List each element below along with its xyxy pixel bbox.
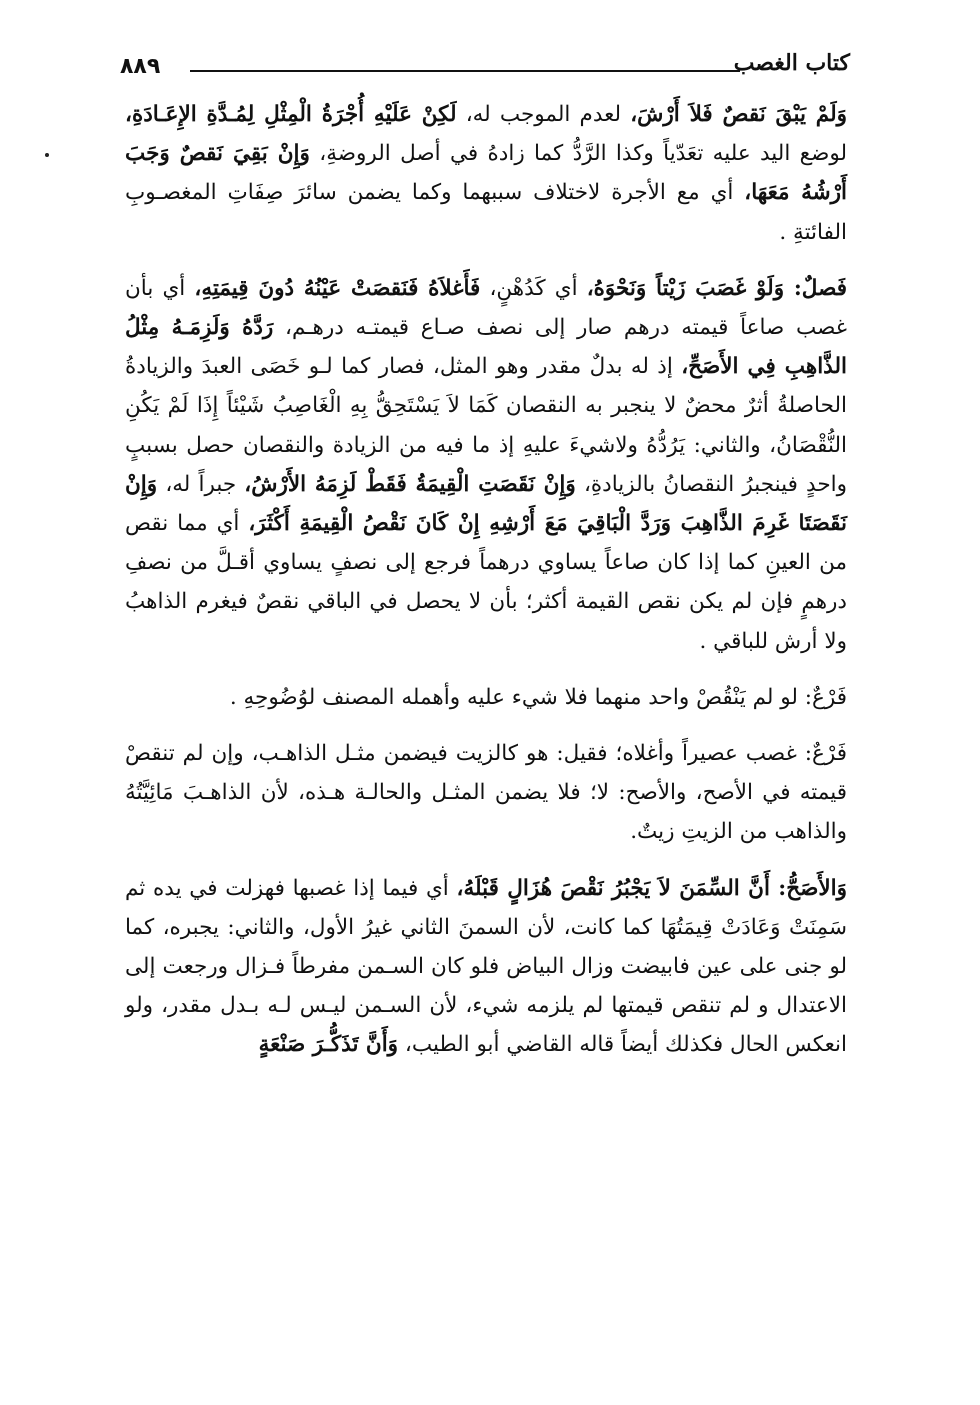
paragraph [125, 269, 847, 661]
bold-text: فَصلٌ: وَلَوْ غَصَبَ زَيْتاً وَنَحْوَهُ، [586, 275, 847, 301]
text-run: فَرْعٌ: لو لم يَنْقُصْ واحد منهما فلا شيء عليه وأهمله المصنف لوُضُوحِهِ . [229, 684, 847, 710]
text-run: إذ له بدلٌ مقدر وهو المثل، فصار كما لـو خَصَى العبدَ والزيادةُ الحاصلةُ أثرٌ محضٌ لا ينجبر به النقصان كَمَا لاَ يَسْتَحِقُّ بِهِ الْغَاصِبُ شَيْئاً إِذَا لَمْ يَكُنِ النُّقْصَانُ، والثاني: يَرُدُّهُ ولاشيءَ عليهِ إذ ما فيه من الزيادة والنقصان حصل بسببٍ واحدٍ فينجبرُ النقصانُ بالزيادةِ، [125, 354, 847, 497]
paragraph [125, 678, 847, 717]
text-run: أي مما نقص من العينِ كما إذا كان صاعاً يساوي درهماً فرجع إلى نصفٍ يساوي أقـلَّ من نصفِ درهمٍ فإن لم يكن نقص القيمة أكثر؛ بأن لا يحصل في الباقي نقصٌ فيغرم الذاهبُ ولا أرش للباقي . [125, 511, 847, 654]
text-run: فَرْعٌ: غصب عصيراً وأغلاه؛ فقيل: هو كالزيت فيضمن مثـل الذاهـب، وإن لم تنقصْ قيمته في الأصح، والأصح: لا؛ فلا يضمن المثـل والحالـة هـذه، لأن الذاهـبَ مَائِيَّتُهُ والذاهب من الزيتِ زيتٌ. [125, 741, 847, 845]
paragraph [125, 869, 847, 1065]
bold-text: وَأَنَّ تَذَكُّـرَ صَنْعَةٍ [258, 1032, 399, 1058]
body-text [125, 95, 847, 1082]
bold-text: فَأَغلاَهُ فَنَقصَتْ عَيْنُهُ دُونَ قِيمَتِهِ، [194, 275, 481, 301]
header-rule [190, 70, 740, 72]
text-run: أي مع الأجرة لاختلاف سببهما وكما يضمن سائرَ صِفَاتِ المغصـوبِ الفائتةِ . [125, 180, 847, 245]
paragraph [125, 734, 847, 852]
bold-text: لَكِنْ عَلَيْهِ أُجْرَةُ الْمِثْلِ لِمُـدَّةِ الإِعَـادَةِ، [125, 102, 457, 127]
text-run: لوضع اليد عليه تعَدّياً وكذا الرَّدُّ كما زادهُ في أصل الروضةِ، [309, 141, 847, 167]
bold-text: وَإِنْ نَقَصَتِ الْقِيمَةُ فَقَطْ لَزِمَهُ الأَرْشُ، [244, 471, 576, 497]
bold-text: رَدَّهُ وَلَزِمَـهُ مِثْلُ الذَّاهِبِ فِي الأَصَحِّ، [125, 315, 847, 380]
bold-text: وَإِنْ بَقِيَ نَقصٌ وَجَبَ أَرْشُهُ مَعَهَا، [125, 141, 847, 206]
bold-text: وَإِنْ نَقَصَتَا غَرِمَ الذَّاهِبَ وَرَدَّ الْبَاقِيَ مَعَ أَرْشِهِ إِنْ كَانَ نَقْصُ الْقِيمَةِ أَكْثَرَ، [125, 471, 847, 537]
bold-text: وَلَمْ يَبْقَ نَقصٌ فَلاَ أَرْشَ، [630, 102, 848, 127]
text-run: أي بأن غصب صاعاً قيمته درهم صار إلى نصف صـاع قيمتـه درهـم، [125, 275, 847, 341]
text-run: أي كَدُهْنٍ، [480, 275, 587, 301]
text-run: لعدم الموجب له، [456, 102, 631, 127]
margin-dot [45, 153, 49, 157]
page-number: ٨٨٩ [120, 54, 161, 79]
page-header [120, 50, 850, 86]
text-run: جبراً له، [157, 471, 245, 497]
bold-text: وَالأَصَحُّ: أَنَّ السِّمَنَ لاَ يَجْبُرُ نَقْصَ هُزَالٍ قَبْلَهُ، [456, 875, 847, 901]
paragraph [125, 95, 847, 252]
text-run: أي فيما إذا غصبها فهزلت في يده ثم سَمِنَتْ وَعَادَتْ قِيمَتُهَا كما كانت، لأن السمنَ الثاني غيرُ الأول، والثاني: يجبره، كما لو جنى على عين فابيضت وزال البياض فلو كان السـمن مفرطاً فـزال ورجعت إلى الاعتدال و لم تنقص قيمتها لم يلزمه شيء، لأن السـمن ليـس لـه بـدل مقدر، ولو انعكس الحال فكذلك أيضاً قاله القاضي أبو الطيب، [125, 875, 847, 1058]
running-head: كتاب الغصب [733, 50, 850, 76]
